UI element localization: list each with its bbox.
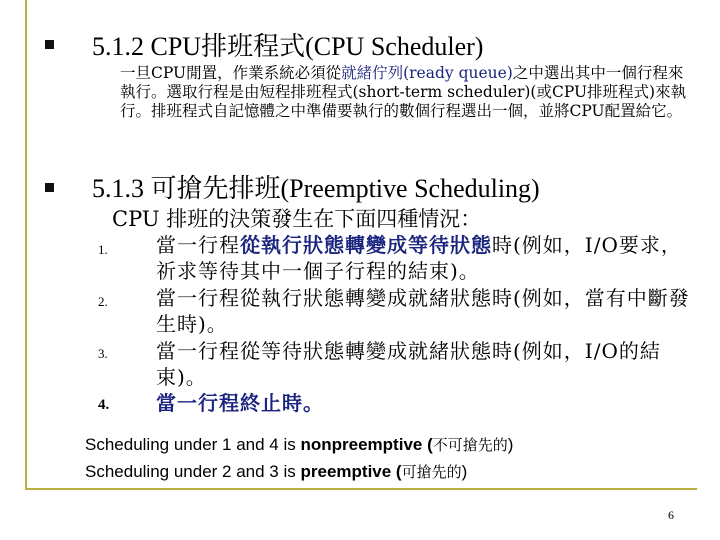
left-rule <box>25 0 27 490</box>
sched-text: Scheduling under 2 and 3 is <box>85 462 301 481</box>
paren-open: ( <box>422 435 433 454</box>
scheduling-line-nonpreemptive <box>85 434 513 455</box>
scheduling-line-preemptive <box>85 461 467 482</box>
sched-text: Scheduling under 1 and 4 is <box>85 435 301 454</box>
section-heading-cpu-scheduler: 5.1.2 CPU排班程式(CPU Scheduler) <box>92 32 484 61</box>
list-item: 當一行程終止時。 <box>156 391 324 415</box>
ready-queue-term: 就緒佇列(ready queue) <box>341 64 513 82</box>
cpu-scheduler-paragraph <box>120 64 690 121</box>
item-number: 3. <box>98 346 108 361</box>
paren-close: ) <box>461 462 468 481</box>
item-number: 1. <box>98 242 108 257</box>
section-heading-preemptive: 5.1.3 可搶先排班(Preemptive Scheduling) <box>92 174 540 203</box>
nonpreemptive-term: nonpreemptive <box>300 435 423 454</box>
bottom-rule <box>25 488 697 490</box>
item-number: 2. <box>98 294 108 309</box>
page-number: 6 <box>668 508 674 522</box>
list-item: 當一行程從等待狀態轉變成就緒狀態時(例如，I/O的結束)。 <box>156 339 661 389</box>
nonpreemptive-cjk: 不可搶先的 <box>432 436 508 454</box>
item-text-pre: 當一行程 <box>156 233 240 257</box>
item-highlight: 從執行狀態轉變成等待狀態 <box>240 233 492 257</box>
paren-close: ) <box>507 435 514 454</box>
paren-open: ( <box>391 462 402 481</box>
item-text-post: 時(例如，I/O要求，祈求等待其中一個子行程的結束)。 <box>156 233 682 283</box>
list-item <box>156 232 696 284</box>
para-text-start: 一旦CPU閒置，作業系統必須從 <box>120 64 342 82</box>
preemptive-cjk: 可搶先的 <box>401 463 462 481</box>
list-item: 當一行程從執行狀態轉變成就緒狀態時(例如，當有中斷發生時)。 <box>156 286 690 336</box>
decision-intro: CPU 排班的決策發生在下面四種情況： <box>112 207 482 231</box>
bullet-square-icon <box>45 40 54 49</box>
preemptive-term: preemptive <box>300 462 392 481</box>
para-text-rest: 之中選出其中一個行程來執行。選取行程是由短程排班程式(short-term scheduler)(或CPU排班程式)來執行。排班程式自記憶體之中準備要執行的數個行程選出一個，並將CPU配置給它。 <box>120 64 687 120</box>
bullet-square-icon <box>45 183 54 192</box>
item-number: 4. <box>98 397 110 413</box>
